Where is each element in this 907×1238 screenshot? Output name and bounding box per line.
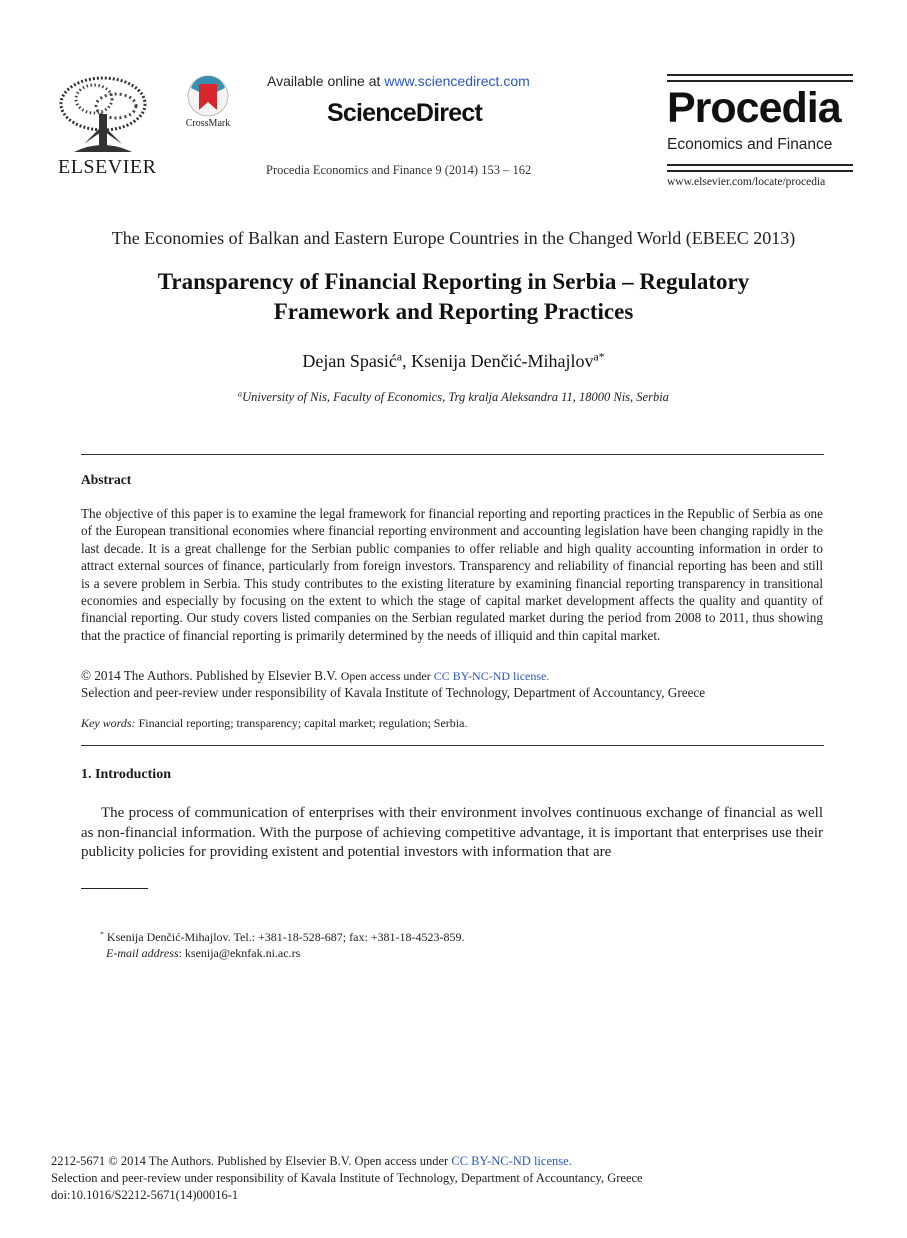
conference-name: The Economies of Balkan and Eastern Europe Countries in the Changed World (EBEEC 2013): [111, 228, 796, 248]
footer-issn-text: 2212-5671 © 2014 The Authors. Published by Elsevier B.V. Open access under: [51, 1154, 452, 1168]
footnote-contact: [100, 930, 465, 945]
footnote-rule: [81, 888, 148, 889]
open-access-text: Open access under: [340, 669, 434, 683]
footnote-contact-text: Ksenija Denčić-Mihajlov. Tel.: +381-18-528-687; fax: +381-18-4523-859.: [103, 930, 465, 944]
footnote-marker: *: [100, 929, 104, 939]
introduction-paragraph: The process of communication of enterprises with their environment involves continuous exchange of financial as well as non-financial information. With the purpose of achieving competitive advantage, it is important that enterprises use their publicity policies for providing existent and potential investors with information that are: [81, 805, 823, 860]
procedia-top-rule-2: [667, 80, 853, 82]
affiliation-text: University of Nis, Faculty of Economics, Trg kralja Aleksandra 11, 18000 Nis, Serbia: [242, 390, 669, 404]
section-heading-introduction: 1. Introduction: [81, 767, 171, 782]
title-line-2: Framework and Reporting Practices: [273, 299, 634, 324]
author-1: Dejan Spasić: [302, 351, 397, 371]
crossmark-label: CrossMark: [185, 118, 231, 129]
copyright-prefix: © 2014 The Authors. Published by Elsevier B.V.: [81, 668, 341, 683]
email-address: : ksenija@eknfak.ni.ac.rs: [178, 946, 301, 960]
peer-review-statement: Selection and peer-review under responsibility of Kavala Institute of Technology, Department of Accountancy, Greece: [81, 685, 706, 700]
available-prefix: Available online at: [267, 73, 385, 89]
author-2: Ksenija Denčić-Mihajlov: [411, 351, 594, 371]
sciencedirect-link[interactable]: www.sciencedirect.com: [384, 73, 530, 89]
procedia-logo: Procedia: [667, 84, 841, 132]
elsevier-tree-icon: [54, 74, 152, 156]
keywords-list: Financial reporting; transparency; capital market; regulation; Serbia.: [135, 716, 468, 730]
procedia-url[interactable]: www.elsevier.com/locate/procedia: [667, 176, 826, 188]
abstract-text: The objective of this paper is to examine the legal framework for financial reporting and reporting practices in the Republic of Serbia as one of the European transitional economies where financial reporting environment and accounting legislation have been changing rapidly in the last decade. It is a great challenge for the Serbian public companies to offer reliable and high quality accounting information in order to attract external sources of finance, particularly from foreign investors. Transparency and reliability of financial reporting has been and still is a severe problem in Serbia. This study contributes to the existing literature by examining financial reporting transparency in transitional economies and especially by focusing on the extent to which the stage of capital market development affects the quality and quantity of financial reporting. Our study covers listed companies on the Serbian regulated market during the period from 2008 to 2011, thus showing that the practice of financial reporting is primarily determined by the needs of illiquid and thin capital market.: [81, 506, 823, 643]
author-list: [0, 351, 907, 372]
crossmark-icon: [185, 74, 231, 120]
footer-issn-line: [51, 1154, 572, 1169]
keywords: [81, 716, 467, 731]
title-line-1: Transparency of Financial Reporting in Serbia – Regulatory: [157, 269, 750, 294]
abstract-bottom-rule: [81, 745, 824, 746]
email-label: E-mail address: [106, 946, 179, 960]
author-2-affil-marker: a*: [593, 350, 605, 364]
available-online: [267, 73, 530, 89]
author-separator: ,: [402, 351, 412, 371]
footer-peer-review: Selection and peer-review under responsibility of Kavala Institute of Technology, Department of Accountancy, Greece: [51, 1171, 643, 1185]
paper-title: [60, 267, 847, 327]
procedia-subtitle: Economics and Finance: [667, 136, 833, 153]
author-1-affil-marker: a: [396, 350, 403, 364]
license-link[interactable]: CC BY-NC-ND license.: [433, 669, 550, 683]
procedia-bottom-rule: [667, 164, 853, 166]
footnote-email: [106, 946, 300, 961]
procedia-bottom-rule-2: [667, 170, 853, 172]
abstract-top-rule: [81, 454, 824, 455]
affiliation: [0, 390, 907, 405]
footer-doi[interactable]: doi:10.1016/S2212-5671(14)00016-1: [51, 1188, 239, 1202]
affiliation-marker: a: [238, 389, 243, 399]
procedia-top-rule: [667, 74, 853, 76]
sciencedirect-logo: ScienceDirect: [327, 99, 482, 127]
elsevier-wordmark: ELSEVIER: [58, 156, 157, 178]
copyright-line: [81, 668, 549, 684]
keywords-label: Key words:: [81, 716, 136, 730]
abstract-heading: Abstract: [81, 472, 132, 487]
footer-license-link[interactable]: CC BY-NC-ND license.: [451, 1154, 572, 1168]
journal-reference: Procedia Economics and Finance 9 (2014) 153 – 162: [266, 163, 532, 177]
